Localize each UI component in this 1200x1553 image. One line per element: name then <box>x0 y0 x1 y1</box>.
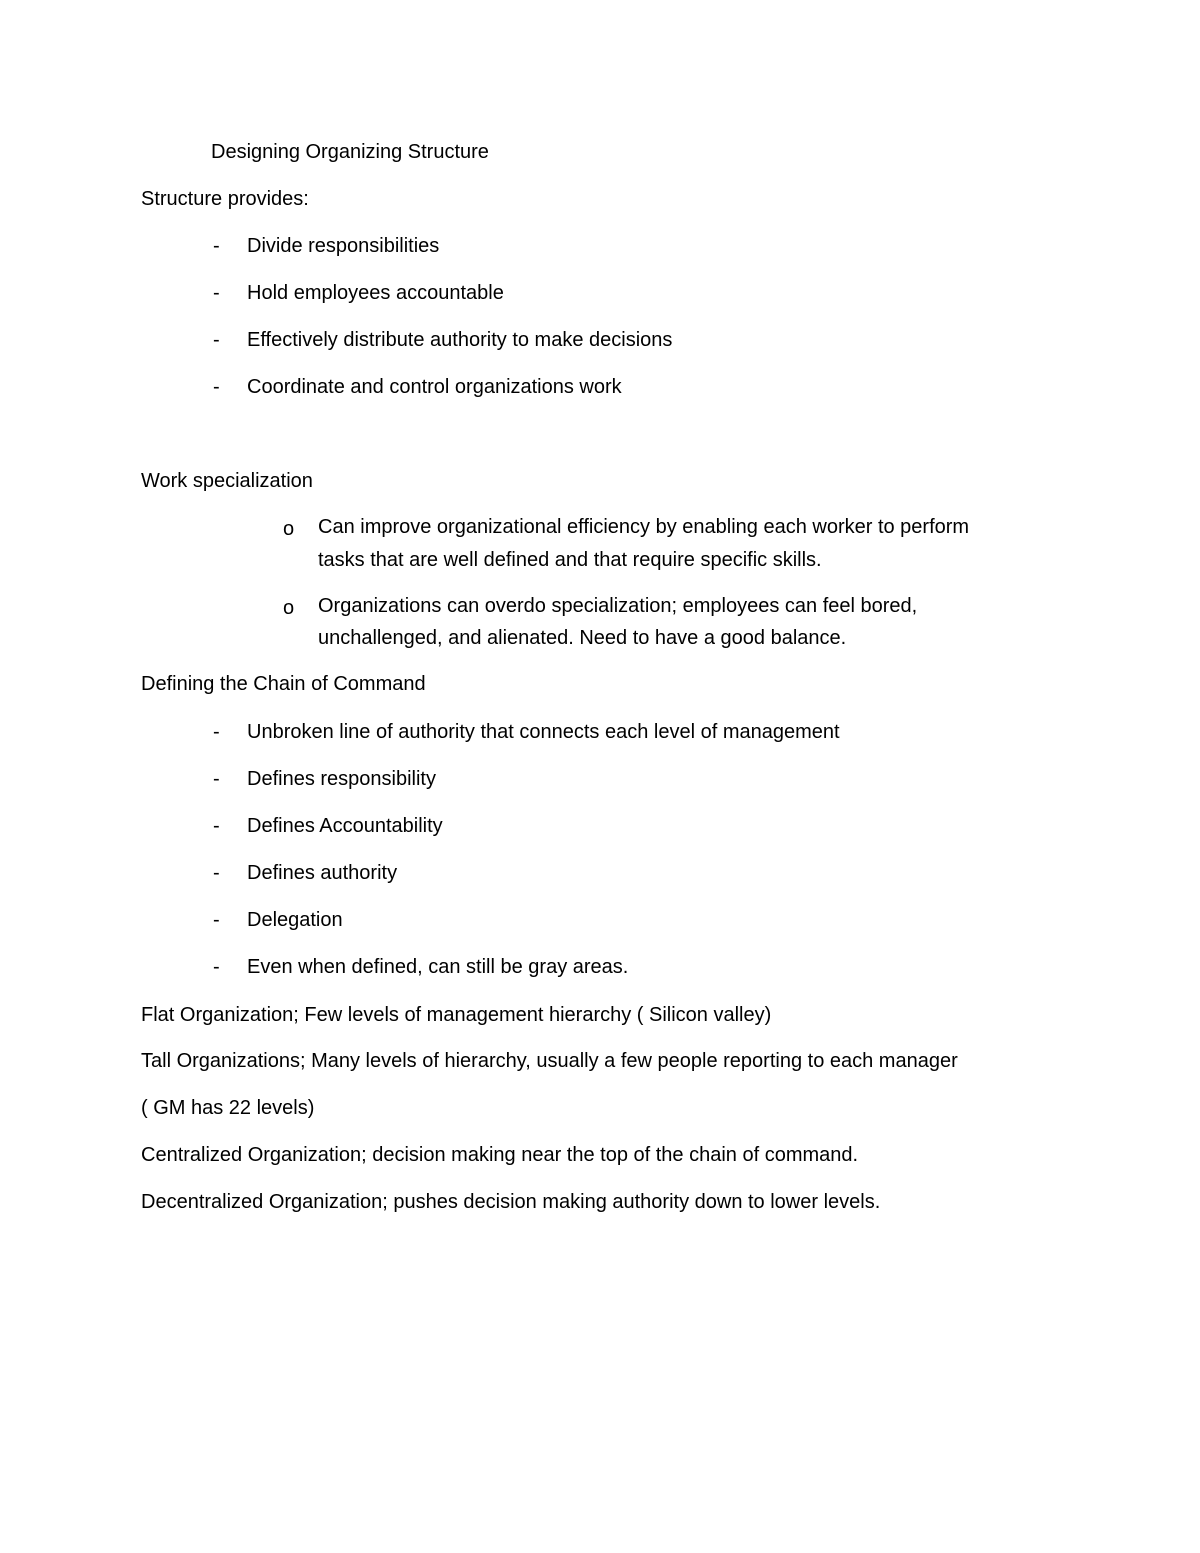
section-heading-chain-of-command: Defining the Chain of Command <box>141 673 426 695</box>
list-item: Unbroken line of authority that connects each level of management <box>247 721 840 743</box>
bullet-dash: - <box>213 329 220 351</box>
bullet-dash: - <box>213 956 220 978</box>
statement-tall-continued: ( GM has 22 levels) <box>141 1097 315 1119</box>
list-item: Hold employees accountable <box>247 282 504 304</box>
list-item: Delegation <box>247 909 343 931</box>
bullet-dash: - <box>213 909 220 931</box>
list-item-line: Organizations can overdo specialization; employees can feel bored, <box>318 595 918 617</box>
bullet-dash: - <box>213 376 220 398</box>
bullet-dash: - <box>213 235 220 257</box>
list-item-line: unchallenged, and alienated. Need to have a good balance. <box>318 627 847 649</box>
statement-centralized: Centralized Organization; decision making near the top of the chain of command. <box>141 1144 859 1166</box>
bullet-dash: - <box>213 815 220 837</box>
list-item: Defines responsibility <box>247 768 436 790</box>
bullet-dash: - <box>213 282 220 304</box>
statement-flat: Flat Organization; Few levels of management hierarchy ( Silicon valley) <box>141 1004 772 1026</box>
statement-decentralized: Decentralized Organization; pushes decision making authority down to lower levels. <box>141 1191 881 1213</box>
list-item-line: Can improve organizational efficiency by enabling each worker to perform <box>318 516 970 538</box>
bullet-dash: - <box>213 721 220 743</box>
document-title: Designing Organizing Structure <box>211 141 489 163</box>
list-item: Coordinate and control organizations work <box>247 376 622 398</box>
bullet-dash: - <box>213 862 220 884</box>
statement-tall: Tall Organizations; Many levels of hierarchy, usually a few people reporting to each manager <box>141 1050 958 1072</box>
list-item: Even when defined, can still be gray areas. <box>247 956 629 978</box>
section-heading-work-specialization: Work specialization <box>141 470 313 492</box>
list-item: Effectively distribute authority to make decisions <box>247 329 673 351</box>
list-item: Divide responsibilities <box>247 235 440 257</box>
bullet-circle: o <box>283 518 295 540</box>
list-item-line: tasks that are well defined and that require specific skills. <box>318 549 822 571</box>
bullet-circle: o <box>283 597 295 619</box>
bullet-dash: - <box>213 768 220 790</box>
list-item: Defines Accountability <box>247 815 443 837</box>
section-heading-structure: Structure provides: <box>141 188 309 210</box>
list-item: Defines authority <box>247 862 398 884</box>
